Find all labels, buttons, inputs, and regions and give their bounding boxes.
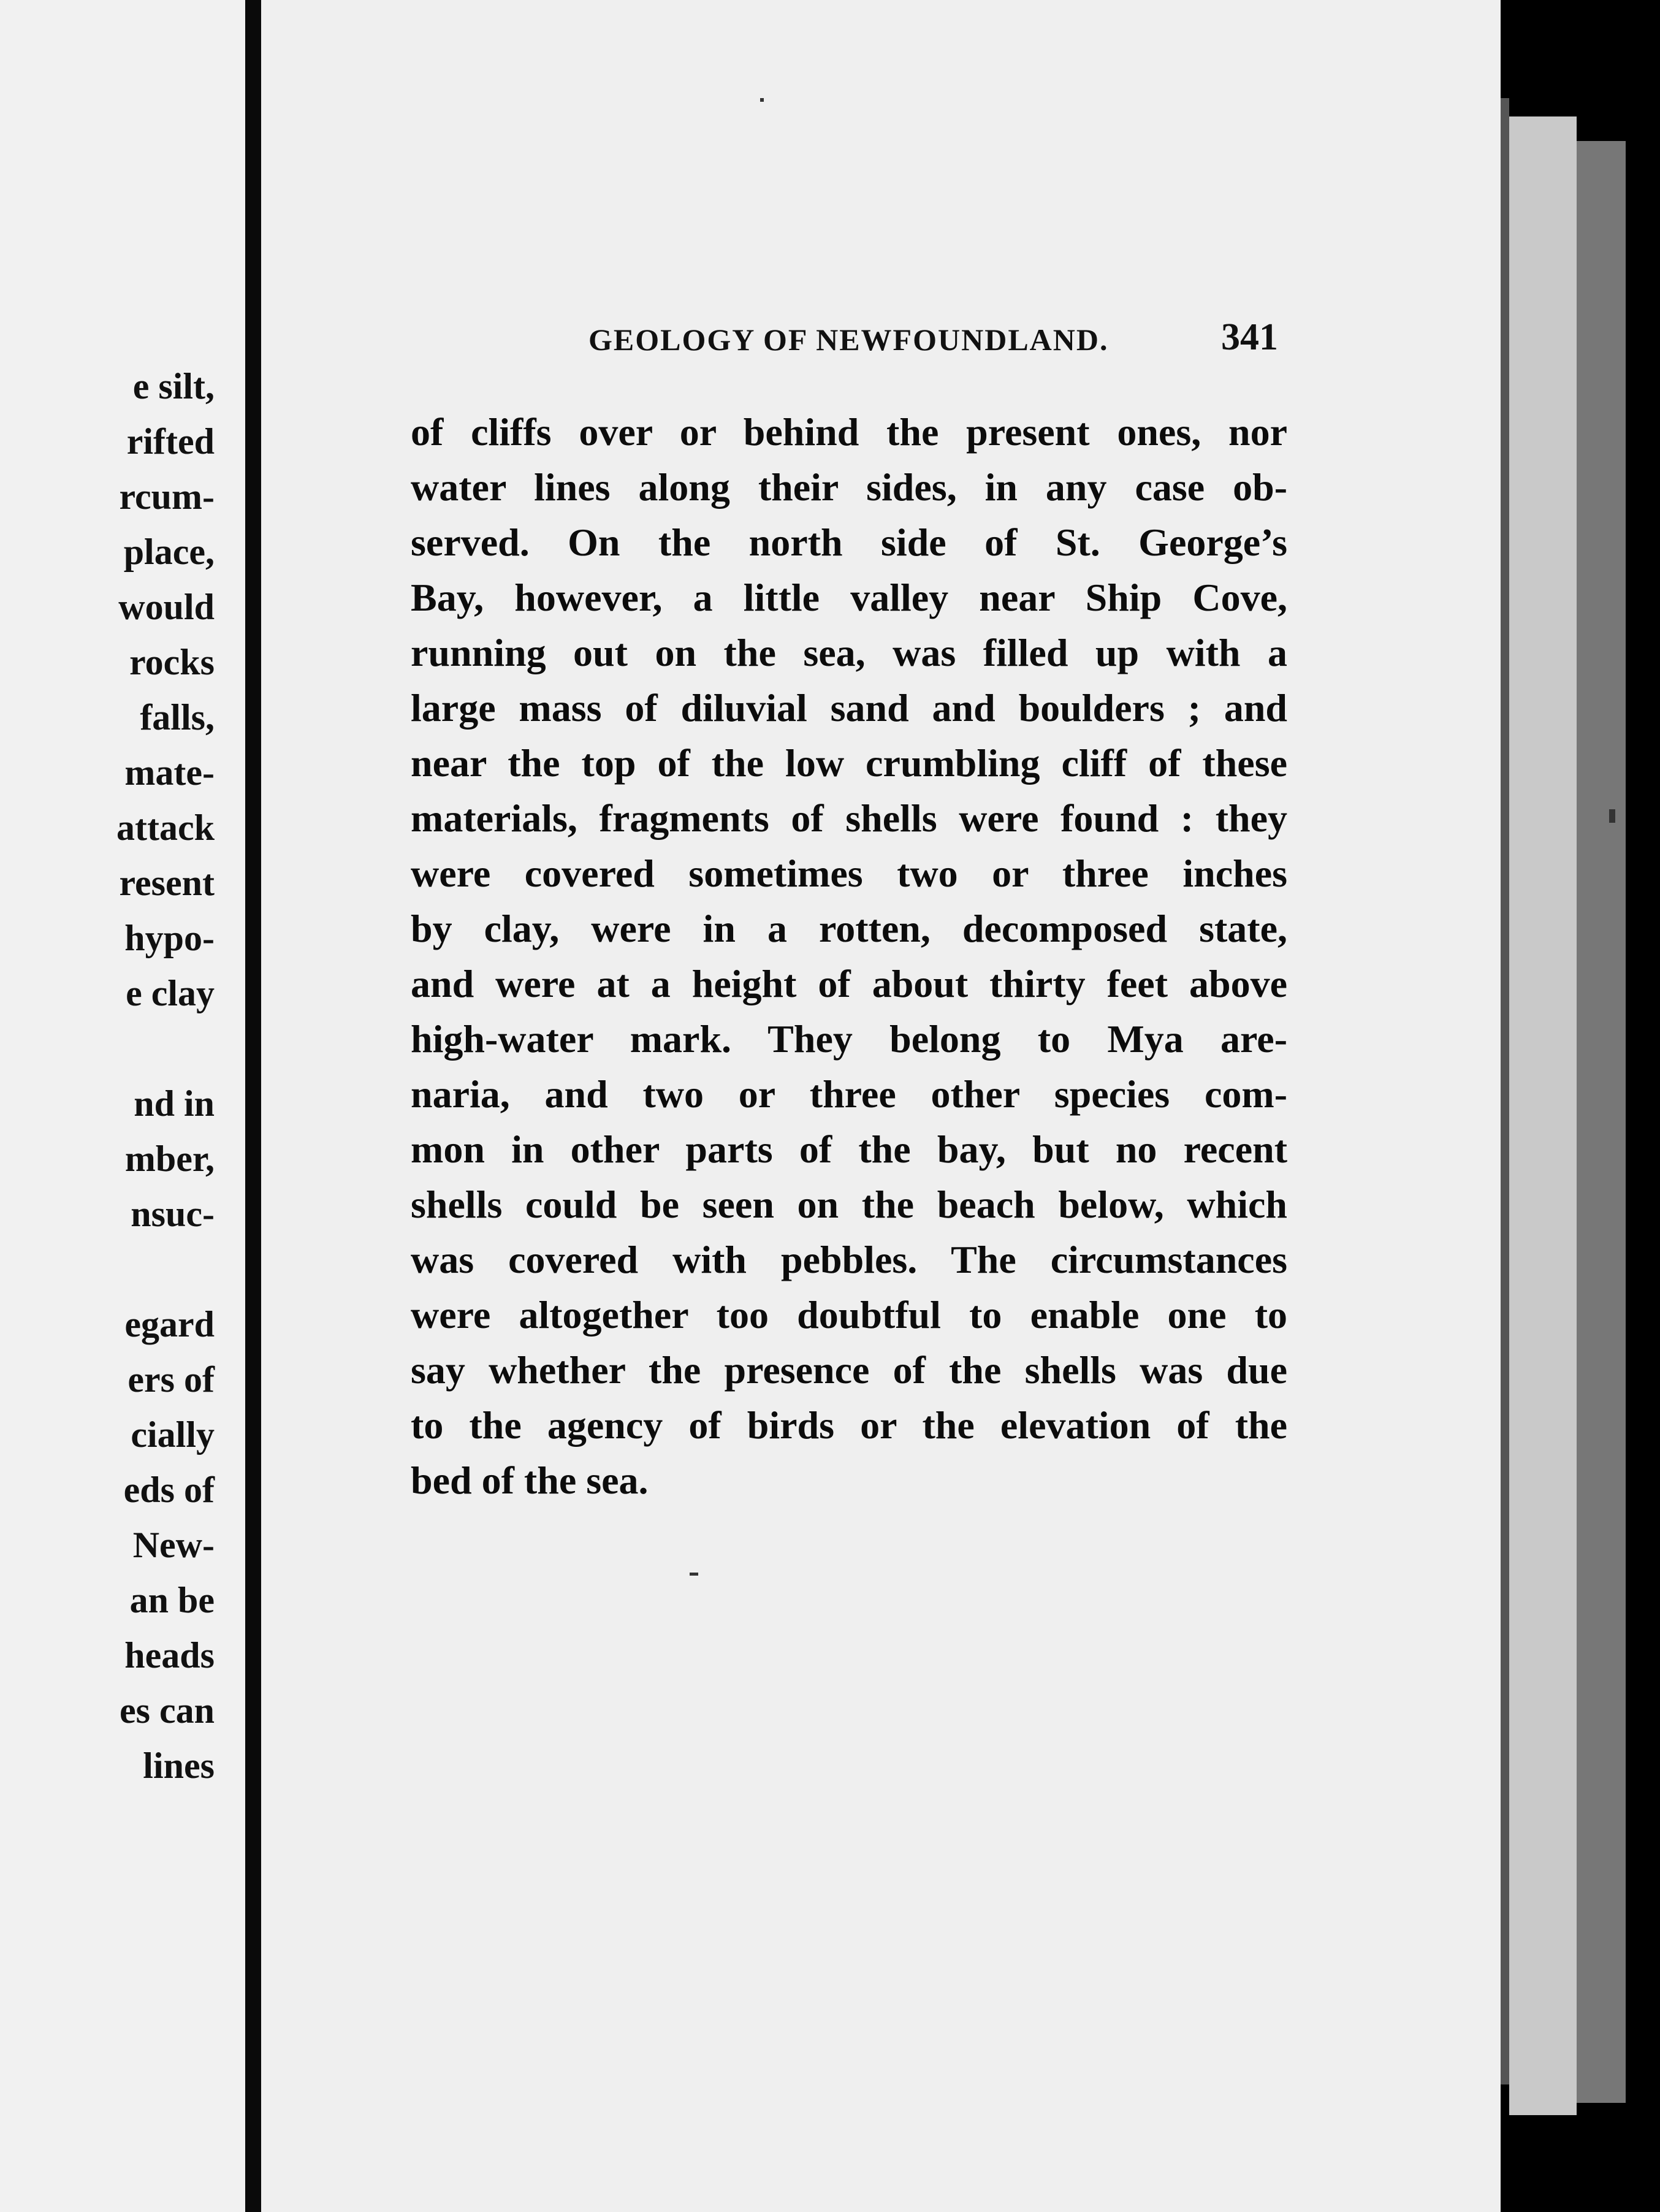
left-page-fragment xyxy=(0,0,245,2212)
body-text-line: of cliffs over or behind the present ones, nor xyxy=(411,410,1287,454)
body-text-line: were altogether too doubtful to enable one to xyxy=(411,1293,1287,1337)
left-page-line: mber, xyxy=(124,1138,215,1179)
ink-speck xyxy=(760,98,764,102)
left-page-line: lines xyxy=(143,1745,215,1786)
left-page-line: cially xyxy=(131,1414,215,1455)
left-page-line: an be xyxy=(129,1580,215,1620)
body-text-line: to the agency of birds or the elevation of the xyxy=(411,1403,1287,1447)
left-page-line: heads xyxy=(124,1635,215,1676)
body-text-line: water lines along their sides, in any case ob- xyxy=(411,465,1287,509)
body-text-line: materials, fragments of shells were found : they xyxy=(411,796,1287,840)
ink-speck xyxy=(690,1573,698,1576)
left-page-line: New- xyxy=(132,1525,215,1565)
body-text-line: near the top of the low crumbling cliff of these xyxy=(411,741,1287,785)
body-text-line: by clay, were in a rotten, decomposed state, xyxy=(411,907,1287,950)
left-page-line: egard xyxy=(124,1304,215,1344)
body-text-line: bed of the sea. xyxy=(411,1459,649,1502)
left-page-line: mate- xyxy=(124,752,215,793)
body-text-line: naria, and two or three other species com- xyxy=(411,1072,1287,1116)
left-page-line: place, xyxy=(123,532,215,572)
body-text-line: Bay, however, a little valley near Ship Cove, xyxy=(411,576,1287,619)
left-page-line: e clay xyxy=(126,973,215,1013)
left-page-line: e silt, xyxy=(132,366,215,406)
body-text-line: running out on the sea, was filled up with a xyxy=(411,631,1287,674)
body-text-line: was covered with pebbles. The circumstances xyxy=(411,1238,1287,1281)
body-text xyxy=(411,405,1287,1508)
body-text-line: and were at a height of about thirty feet above xyxy=(411,962,1287,1005)
left-page-line: ers of xyxy=(128,1359,215,1400)
ink-speck xyxy=(1609,809,1615,823)
left-page-line: eds of xyxy=(123,1470,215,1510)
body-text-line: were covered sometimes two or three inches xyxy=(411,852,1287,895)
left-page-line: rcum- xyxy=(119,476,215,517)
left-page-line: would xyxy=(118,587,215,627)
body-text-line: served. On the north side of St. George’s xyxy=(411,521,1287,564)
left-page-line: rocks xyxy=(129,642,215,682)
page-edge-stack-dark xyxy=(1577,141,1626,2103)
left-page-line: nsuc- xyxy=(131,1194,215,1234)
body-text-line: shells could be seen on the beach below, which xyxy=(411,1183,1287,1226)
left-page-line: es can xyxy=(120,1690,215,1731)
left-page-line: hypo- xyxy=(124,918,215,958)
page-header xyxy=(588,316,1278,365)
body-text-line: high-water mark. They belong to Mya are- xyxy=(411,1017,1287,1061)
book-gutter xyxy=(245,0,261,2212)
page-edge-stack xyxy=(1509,116,1577,2115)
left-page-line: rifted xyxy=(126,421,215,462)
running-head: GEOLOGY OF NEWFOUNDLAND. xyxy=(588,322,1109,357)
body-text-line: mon in other parts of the bay, but no recent xyxy=(411,1127,1287,1171)
left-page-line: resent xyxy=(119,863,215,903)
left-page-line: nd in xyxy=(134,1083,215,1124)
body-text-line: say whether the presence of the shells was due xyxy=(411,1348,1287,1392)
left-page-line: falls, xyxy=(140,697,215,738)
left-page-line: attack xyxy=(116,807,215,848)
page-edge-shadow xyxy=(1501,98,1509,2084)
body-text-line: large mass of diluvial sand and boulders ; and xyxy=(411,686,1287,730)
page-number: 341 xyxy=(1221,316,1278,358)
